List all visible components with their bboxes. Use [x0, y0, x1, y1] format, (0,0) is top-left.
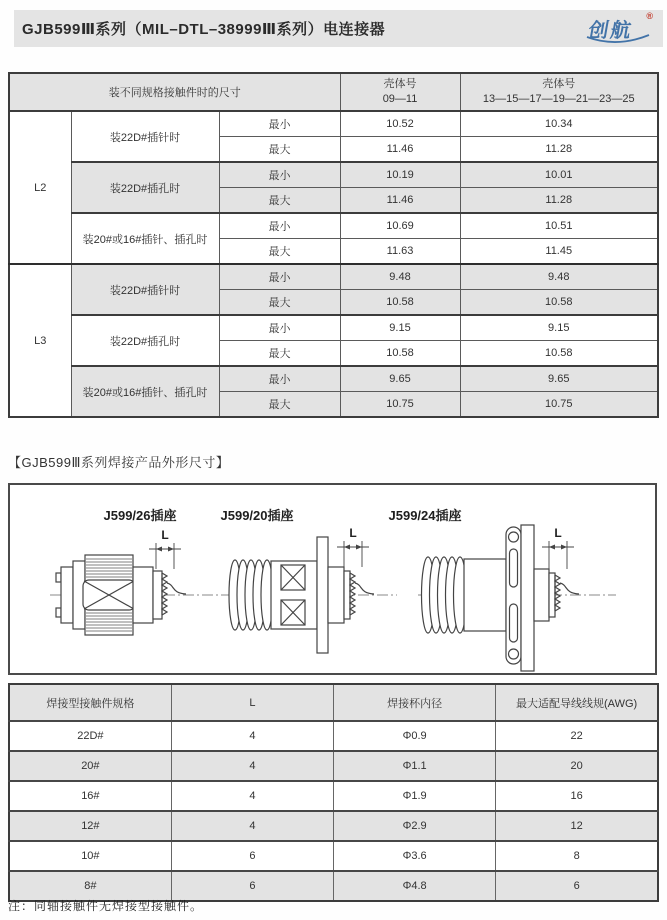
dim-label-l: L — [349, 526, 357, 540]
table-row — [9, 811, 658, 841]
connector-drawing-j599-26 — [50, 523, 228, 673]
awg-cell: 6 — [496, 871, 658, 901]
l-cell: 6 — [171, 841, 333, 871]
minmax-label: 最小 — [219, 213, 340, 239]
table-row — [9, 111, 658, 137]
group-label: 装22D#插针时 — [71, 111, 219, 162]
contact-size-cell: 16# — [9, 781, 171, 811]
table-row — [9, 751, 658, 781]
contact-size-cell: 22D# — [9, 721, 171, 751]
shell-header-line: 壳体号 — [542, 78, 576, 91]
table-row — [9, 264, 658, 290]
solder-contacts-table — [8, 683, 659, 902]
l-cell: 6 — [171, 871, 333, 901]
value-cell: 11.63 — [340, 239, 460, 265]
group-label: 装20#或16#插针、插孔时 — [71, 213, 219, 264]
col-header-description: 装不同规格接触件时的尺寸 — [9, 73, 340, 111]
figure-label-j599-24: J599/24插座 — [388, 508, 462, 523]
l-cell: 4 — [171, 781, 333, 811]
brand-logo — [583, 12, 655, 46]
value-cell: 10.58 — [460, 341, 658, 367]
solder-table-header-row — [9, 684, 658, 721]
value-cell: 9.15 — [340, 315, 460, 341]
section-label-l3: L3 — [9, 264, 71, 417]
contact-size-cell: 8# — [9, 871, 171, 901]
brand-logo-text: 创航 — [586, 17, 635, 42]
value-cell: 10.75 — [460, 392, 658, 418]
cup-diameter-cell: Φ2.9 — [334, 811, 496, 841]
value-cell: 10.34 — [460, 111, 658, 137]
col-header-cup-diameter: 焊接杯内径 — [334, 684, 496, 721]
value-cell: 10.01 — [460, 162, 658, 188]
dimensions-table-header-row — [9, 73, 658, 111]
table-row — [9, 213, 658, 239]
table-row — [9, 162, 658, 188]
contact-size-cell: 10# — [9, 841, 171, 871]
value-cell: 9.65 — [460, 366, 658, 392]
col-header-contact-size: 焊接型接触件规格 — [9, 684, 171, 721]
minmax-label: 最大 — [219, 290, 340, 316]
section-label-l2: L2 — [9, 111, 71, 264]
value-cell: 11.28 — [460, 188, 658, 214]
connector-drawing-j599-20 — [225, 523, 397, 673]
value-cell: 11.28 — [460, 137, 658, 163]
value-cell: 11.45 — [460, 239, 658, 265]
table-row — [9, 366, 658, 392]
awg-cell: 12 — [496, 811, 658, 841]
page-header-band — [14, 10, 663, 47]
minmax-label: 最小 — [219, 366, 340, 392]
cup-diameter-cell: Φ1.9 — [334, 781, 496, 811]
minmax-label: 最小 — [219, 162, 340, 188]
value-cell: 9.48 — [340, 264, 460, 290]
group-label: 装22D#插孔时 — [71, 315, 219, 366]
col-header-shell-small — [340, 73, 460, 111]
contact-size-cell: 20# — [9, 751, 171, 781]
value-cell: 10.52 — [340, 111, 460, 137]
l-cell: 4 — [171, 721, 333, 751]
registered-trademark-icon: ® — [646, 10, 653, 21]
figure-label-j599-20: J599/20插座 — [220, 508, 294, 523]
value-cell: 10.75 — [340, 392, 460, 418]
awg-cell: 8 — [496, 841, 658, 871]
cup-diameter-cell: Φ4.8 — [334, 871, 496, 901]
minmax-label: 最小 — [219, 315, 340, 341]
group-label: 装22D#插针时 — [71, 264, 219, 315]
dimensions-table — [8, 72, 659, 418]
value-cell: 9.65 — [340, 366, 460, 392]
minmax-label: 最大 — [219, 341, 340, 367]
awg-cell: 16 — [496, 781, 658, 811]
cup-diameter-cell: Φ0.9 — [334, 721, 496, 751]
cup-diameter-cell: Φ1.1 — [334, 751, 496, 781]
logo-swoosh-icon — [583, 34, 653, 46]
cup-diameter-cell: Φ3.6 — [334, 841, 496, 871]
shell-header-line: 壳体号 — [383, 78, 417, 91]
figure-label-j599-26: J599/26插座 — [103, 508, 177, 523]
l-cell: 4 — [171, 751, 333, 781]
value-cell: 10.69 — [340, 213, 460, 239]
col-header-shell-large — [460, 73, 658, 111]
value-cell: 10.51 — [460, 213, 658, 239]
minmax-label: 最小 — [219, 111, 340, 137]
minmax-label: 最大 — [219, 392, 340, 418]
shell-header-range: 13—15—17—19—21—23—25 — [482, 93, 635, 105]
value-cell: 10.19 — [340, 162, 460, 188]
contact-size-cell: 12# — [9, 811, 171, 841]
value-cell: 10.58 — [340, 290, 460, 316]
table-row — [9, 781, 658, 811]
dim-label-l: L — [161, 528, 169, 542]
section-title: 【GJB599Ⅲ系列焊接产品外形尺寸】 — [8, 455, 230, 470]
minmax-label: 最大 — [219, 239, 340, 265]
value-cell: 11.46 — [340, 188, 460, 214]
col-header-awg: 最大适配导线线规(AWG) — [496, 684, 658, 721]
value-cell: 9.48 — [460, 264, 658, 290]
value-cell: 10.58 — [340, 341, 460, 367]
minmax-label: 最小 — [219, 264, 340, 290]
group-label: 装22D#插孔时 — [71, 162, 219, 213]
awg-cell: 22 — [496, 721, 658, 751]
table-row — [9, 841, 658, 871]
connector-diagrams-box — [8, 483, 657, 675]
footnote: 注：同轴接触件无焊接型接触件。 — [8, 899, 204, 913]
value-cell: 9.15 — [460, 315, 658, 341]
dim-label-l: L — [554, 526, 562, 540]
value-cell: 11.46 — [340, 137, 460, 163]
page-title: GJB599Ⅲ系列（MIL–DTL–38999Ⅲ系列）电连接器 — [22, 21, 386, 38]
table-row — [9, 315, 658, 341]
value-cell: 10.58 — [460, 290, 658, 316]
minmax-label: 最大 — [219, 188, 340, 214]
table-row — [9, 721, 658, 751]
l-cell: 4 — [171, 811, 333, 841]
col-header-l: L — [171, 684, 333, 721]
shell-header-range: 09—11 — [382, 93, 418, 105]
group-label: 装20#或16#插针、插孔时 — [71, 366, 219, 417]
connector-drawing-j599-24 — [418, 523, 616, 673]
awg-cell: 20 — [496, 751, 658, 781]
minmax-label: 最大 — [219, 137, 340, 163]
